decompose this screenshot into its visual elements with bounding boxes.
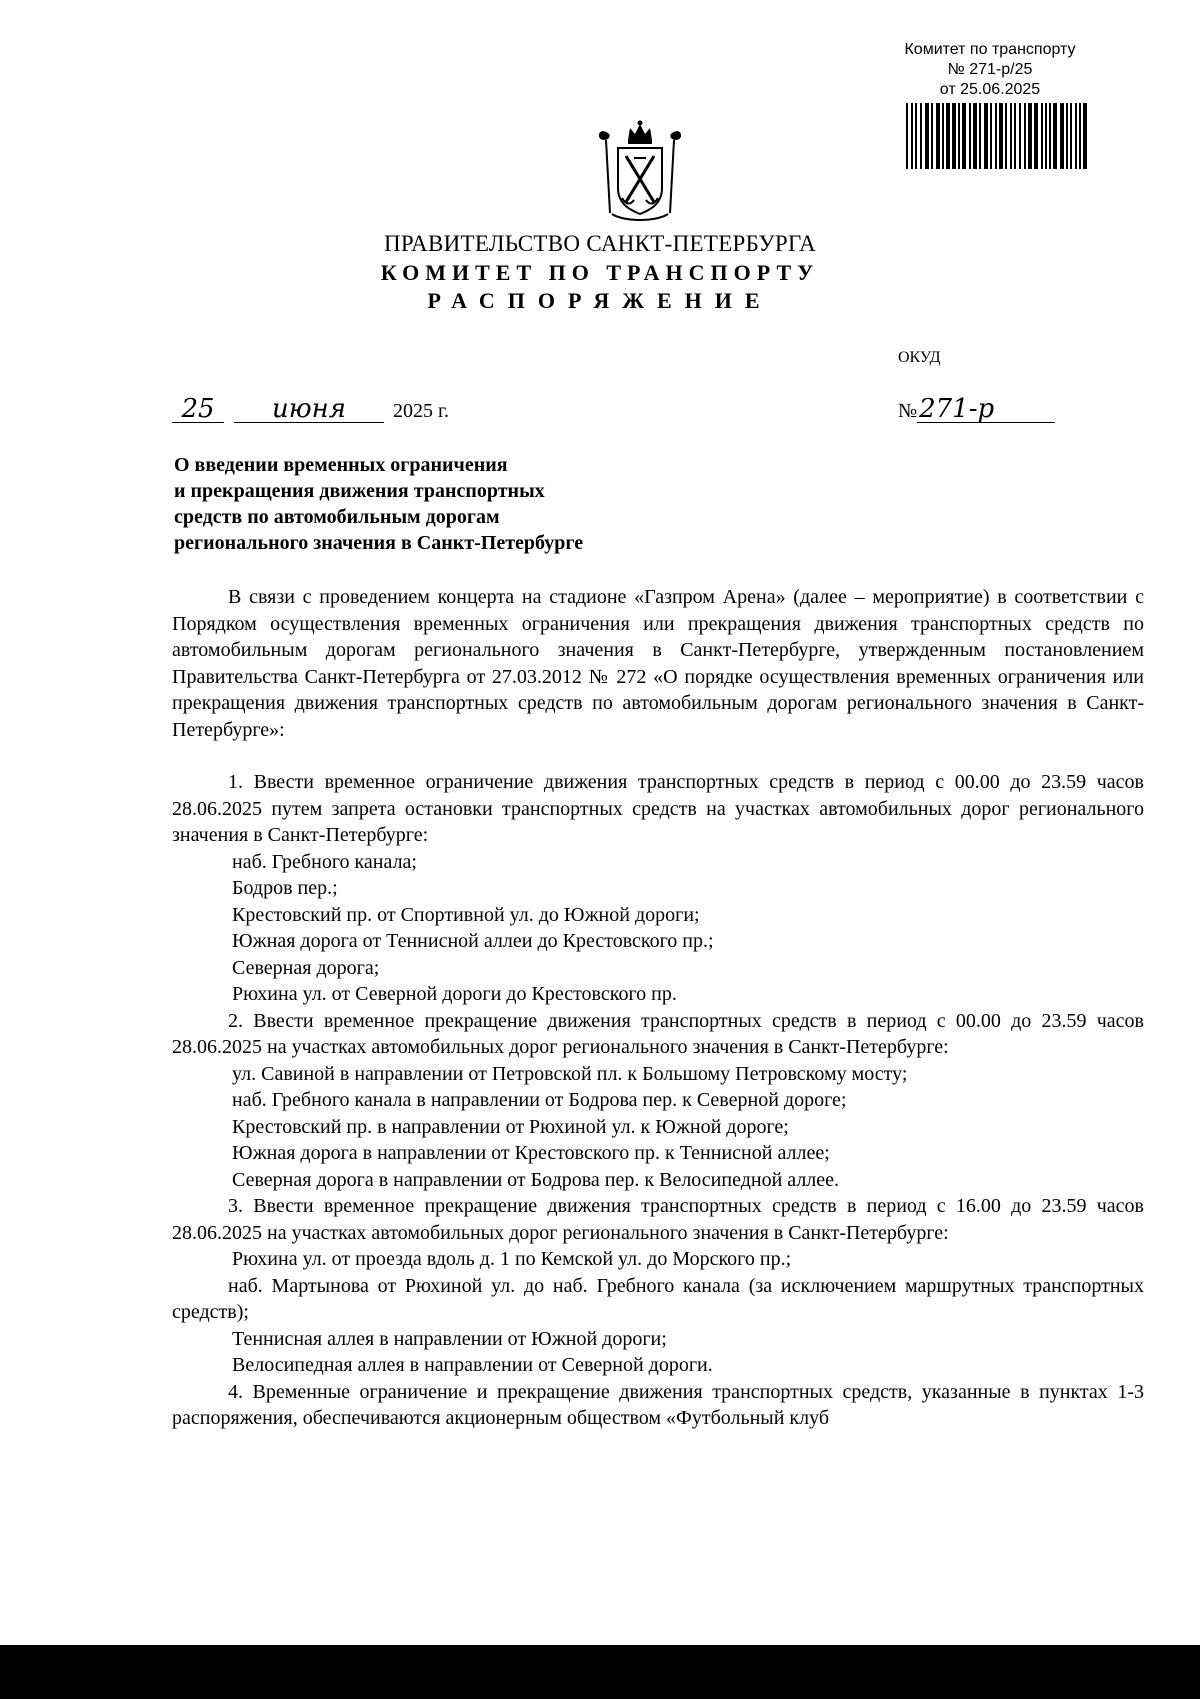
section-4-text: 4. Временные ограничение и прекращение движения транспортных средств, указанные в пунктах 1-3 распоряжения, обеспечиваются акционерным обществом «Футбольный клуб [172,1380,1144,1429]
document-subject [174,452,583,556]
list-item: Крестовский пр. в направлении от Рюхиной ул. к Южной дороге; [232,1115,789,1138]
list-item: Южная дорога в направлении от Крестовского пр. к Теннисной аллее; [232,1142,830,1164]
coat-of-arms-icon [594,118,686,224]
list-item: Крестовский пр. от Спортивной ул. до Южной дороги; [232,903,700,926]
stamp-line-number: № 271-р/25 [947,61,1033,78]
barcode-icon [906,103,1091,169]
section-1-text: 1. Ввести временное ограничение движения транспортных средств в период с 00.00 до 23.59 часов 28.06.2025 путем запрета остановки транспортных средств на участках автомобильных дорог регионального значения в Санкт-Петербурге: [172,771,1144,846]
committee-title: КОМИТЕТ ПО ТРАНСПОРТУ [380,260,820,285]
list-item: Рюхина ул. от проезда вдоль д. 1 по Кемской ул. до Морского пр.; [232,1248,792,1270]
document-date [172,396,449,423]
document-number [898,396,1055,423]
date-year: 2025 г. [393,400,449,422]
list-item: Велосипедная аллея в направлении от Северной дороги. [232,1354,713,1376]
government-title: ПРАВИТЕЛЬСТВО САНКТ-ПЕТЕРБУРГА [383,231,817,256]
document-body [172,584,1144,1432]
okud-label: ОКУД [898,349,941,366]
list-item: Южная дорога от Теннисной аллеи до Крестовского пр.; [232,930,714,952]
stamp-line-date: от 25.06.2025 [939,81,1041,98]
list-item: Теннисная аллея в направлении от Южной дороги; [232,1327,667,1350]
list-item: ул. Савиной в направлении от Петровской пл. к Большому Петровскому мосту; [232,1062,908,1085]
subject-line: и прекращения движения транспортных [174,480,545,502]
subject-line: О введении временных ограничения [174,454,508,476]
list-item: Северная дорога в направлении от Бодрова пер. к Велосипедной аллее. [232,1168,840,1191]
section-2-text: 2. Ввести временное прекращение движения транспортных средств в период с 00.00 до 23.59 часов 28.06.2025 на участках автомобильных дорог регионального значения в Санкт-Петербурге: [172,1009,1144,1058]
number-prefix: № [898,400,918,422]
date-day: 25 [172,396,224,423]
list-item: Рюхина ул. от Северной дороги до Крестовского пр. [232,983,677,1005]
list-item: Северная дорога; [232,956,380,979]
number-value: 271-р [917,396,1055,423]
list-item: наб. Мартынова от Рюхиной ул. до наб. Гребного канала (за исключением маршрутных транспортных средств); [172,1274,1144,1323]
scan-border [0,1645,1200,1699]
stamp-line-org: Комитет по транспорту [904,41,1076,58]
registration-stamp [880,40,1100,100]
document-type: РАСПОРЯЖЕНИЕ [427,288,773,313]
list-item: наб. Гребного канала; [232,850,417,873]
date-month: июня [234,396,384,423]
subject-line: средств по автомобильным дорогам [174,506,500,528]
subject-line: регионального значения в Санкт-Петербурге [174,532,584,554]
preamble-paragraph: В связи с проведением концерта на стадионе «Газпром Арена» (далее – мероприятие) в соответствии с Порядком осуществления временных ограничения или прекращения движения транспортных средств по автомобильным дорогам регионального значения в Санкт-Петербурге, утвержденным постановлением Правительства Санкт-Петербурга от 27.03.2012 № 272 «О порядке осуществления временных ограничения или прекращения движения транспортных средств по автомобильным дорогам регионального значения в Санкт-Петербурге»: [172,586,1144,741]
list-item: наб. Гребного канала в направлении от Бодрова пер. к Северной дороге; [232,1089,847,1111]
section-3-text: 3. Ввести временное прекращение движения транспортных средств в период с 16.00 до 23.59 часов 28.06.2025 на участках автомобильных дорог регионального значения в Санкт-Петербурге: [172,1195,1144,1244]
list-item: Бодров пер.; [232,877,338,899]
